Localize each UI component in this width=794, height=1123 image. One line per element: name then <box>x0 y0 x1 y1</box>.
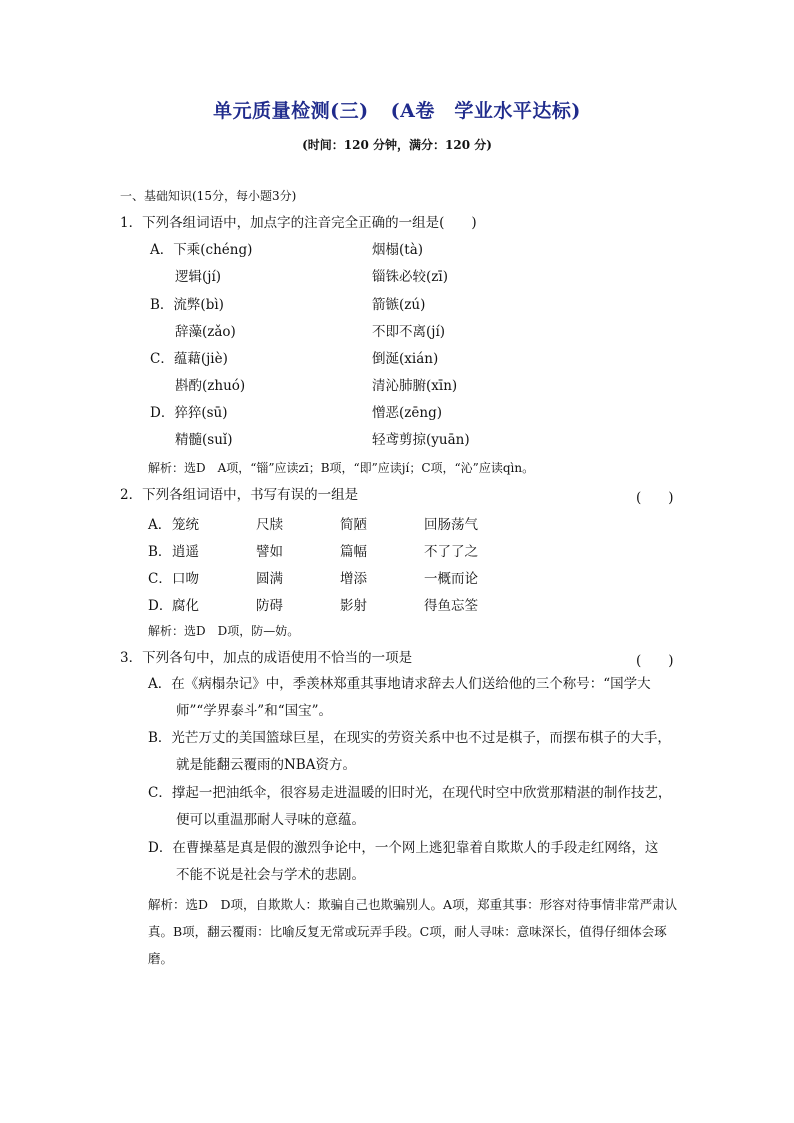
word: 锱铢必较(zī) <box>372 269 448 285</box>
word: 口吻 <box>172 571 199 587</box>
option-line: B．光芒万丈的美国篮球巨星，在现实的劳资关系中也不过是棋子，而摆布棋子的大手， <box>148 730 671 746</box>
answer-paren: ( ) <box>636 490 674 506</box>
word: 箭镞(zú) <box>372 297 426 313</box>
q2-stem: 2．下列各组词语中，书写有误的一组是 <box>120 487 359 503</box>
word: 倒涎(xián) <box>372 351 439 367</box>
option-letter: A． <box>148 517 172 533</box>
word: 逻辑(jí) <box>175 269 222 285</box>
word: 猝猝(sū) <box>174 405 228 421</box>
title-sub: (A卷 学业水平达标) <box>390 100 581 122</box>
word: 得鱼忘筌 <box>424 598 478 614</box>
word: 腐化 <box>172 598 199 614</box>
word: 下乘(chéng) <box>173 242 253 258</box>
word: 增添 <box>340 571 367 587</box>
word: 斟酌(zhuó) <box>175 378 246 394</box>
word: 轻鸢剪掠(yuān) <box>372 432 470 448</box>
word: 防碍 <box>256 598 283 614</box>
word: 清沁肺腑(xīn) <box>372 378 458 394</box>
word: 影射 <box>340 598 367 614</box>
word: 笼统 <box>172 517 199 533</box>
q3-option-c <box>148 780 678 834</box>
section-heading: 一、基础知识(15分，每小题3分) <box>120 189 297 203</box>
word: 辞藻(zǎo) <box>175 324 236 340</box>
word: 蕴藉(jiè) <box>173 351 228 367</box>
option-letter: C． <box>148 571 172 587</box>
q2-explanation: 解析：选D D项，防—妨。 <box>148 624 300 638</box>
q1-option-b <box>150 296 224 314</box>
word: 精髓(suǐ) <box>175 432 233 448</box>
option-line: 不能不说是社会与学术的悲剧。 <box>176 867 365 883</box>
word: 不了了之 <box>424 544 478 560</box>
option-line: D．在曹操墓是真是假的激烈争论中，一个网上逃犯靠着自欺欺人的手段走红网络，这 <box>148 840 659 856</box>
option-line: A．在《病榻杂记》中，季羡林郑重其事地请求辞去人们送给他的三个称号：“国学大 <box>148 676 651 692</box>
page-title <box>0 96 794 123</box>
q3-option-a <box>148 671 678 725</box>
q1-explanation: 解析：选D A项，“锱”应读zī；B项，“即”应读jí；C项，“沁”应读qìn。 <box>148 461 535 475</box>
option-letter: A． <box>150 242 174 258</box>
answer-paren: ( ) <box>636 653 674 669</box>
q1-stem: 1．下列各组词语中，加点字的注音完全正确的一组是( ) <box>120 215 477 231</box>
q1-option-c <box>150 350 228 368</box>
q3-option-b <box>148 725 678 779</box>
word: 尺牍 <box>256 517 283 533</box>
option-letter: D． <box>150 405 175 421</box>
option-line: 就是能翻云覆雨的NBA资方。 <box>176 757 356 773</box>
q3-stem: 3．下列各句中，加点的成语使用不恰当的一项是 <box>120 650 413 666</box>
word: 圆满 <box>256 571 283 587</box>
q3-explanation: 解析：选D D项，自欺欺人：欺骗自己也欺骗别人。A项，郑重其事：形容对待事情非常严肃认真。B项，翻云覆雨：比喻反复无常或玩弄手段。C项，耐人寻味：意味深长，值得仔细体会琢磨。 <box>148 897 678 966</box>
word: 回肠荡气 <box>424 517 478 533</box>
option-line: C．撑起一把油纸伞，很容易走进温暖的旧时光，在现代时空中欣赏那精湛的制作技艺， <box>148 785 672 801</box>
word: 憎恶(zēng) <box>372 405 442 421</box>
word: 一概而论 <box>424 571 478 587</box>
option-letter: D． <box>148 598 173 614</box>
word: 烟榻(tà) <box>372 242 424 258</box>
time-note: (时间：120 分钟，满分：120 分) <box>302 138 492 152</box>
word: 简陋 <box>340 517 367 533</box>
word: 不即不离(jí) <box>372 324 446 340</box>
q3-option-d <box>148 835 678 889</box>
option-letter: B． <box>148 544 172 560</box>
word: 逍遥 <box>172 544 199 560</box>
q1-option-d <box>150 404 227 422</box>
word: 篇幅 <box>340 544 367 560</box>
option-line: 师”“学界泰斗”和“国宝”。 <box>176 703 333 719</box>
option-letter: B． <box>150 297 174 313</box>
title-main: 单元质量检测(三) <box>213 100 369 122</box>
option-letter: C． <box>150 351 174 367</box>
word: 流弊(bì) <box>173 297 224 313</box>
word: 譬如 <box>256 544 283 560</box>
option-line: 便可以重温那耐人寻味的意蕴。 <box>176 812 365 828</box>
q1-option-a <box>150 241 252 259</box>
